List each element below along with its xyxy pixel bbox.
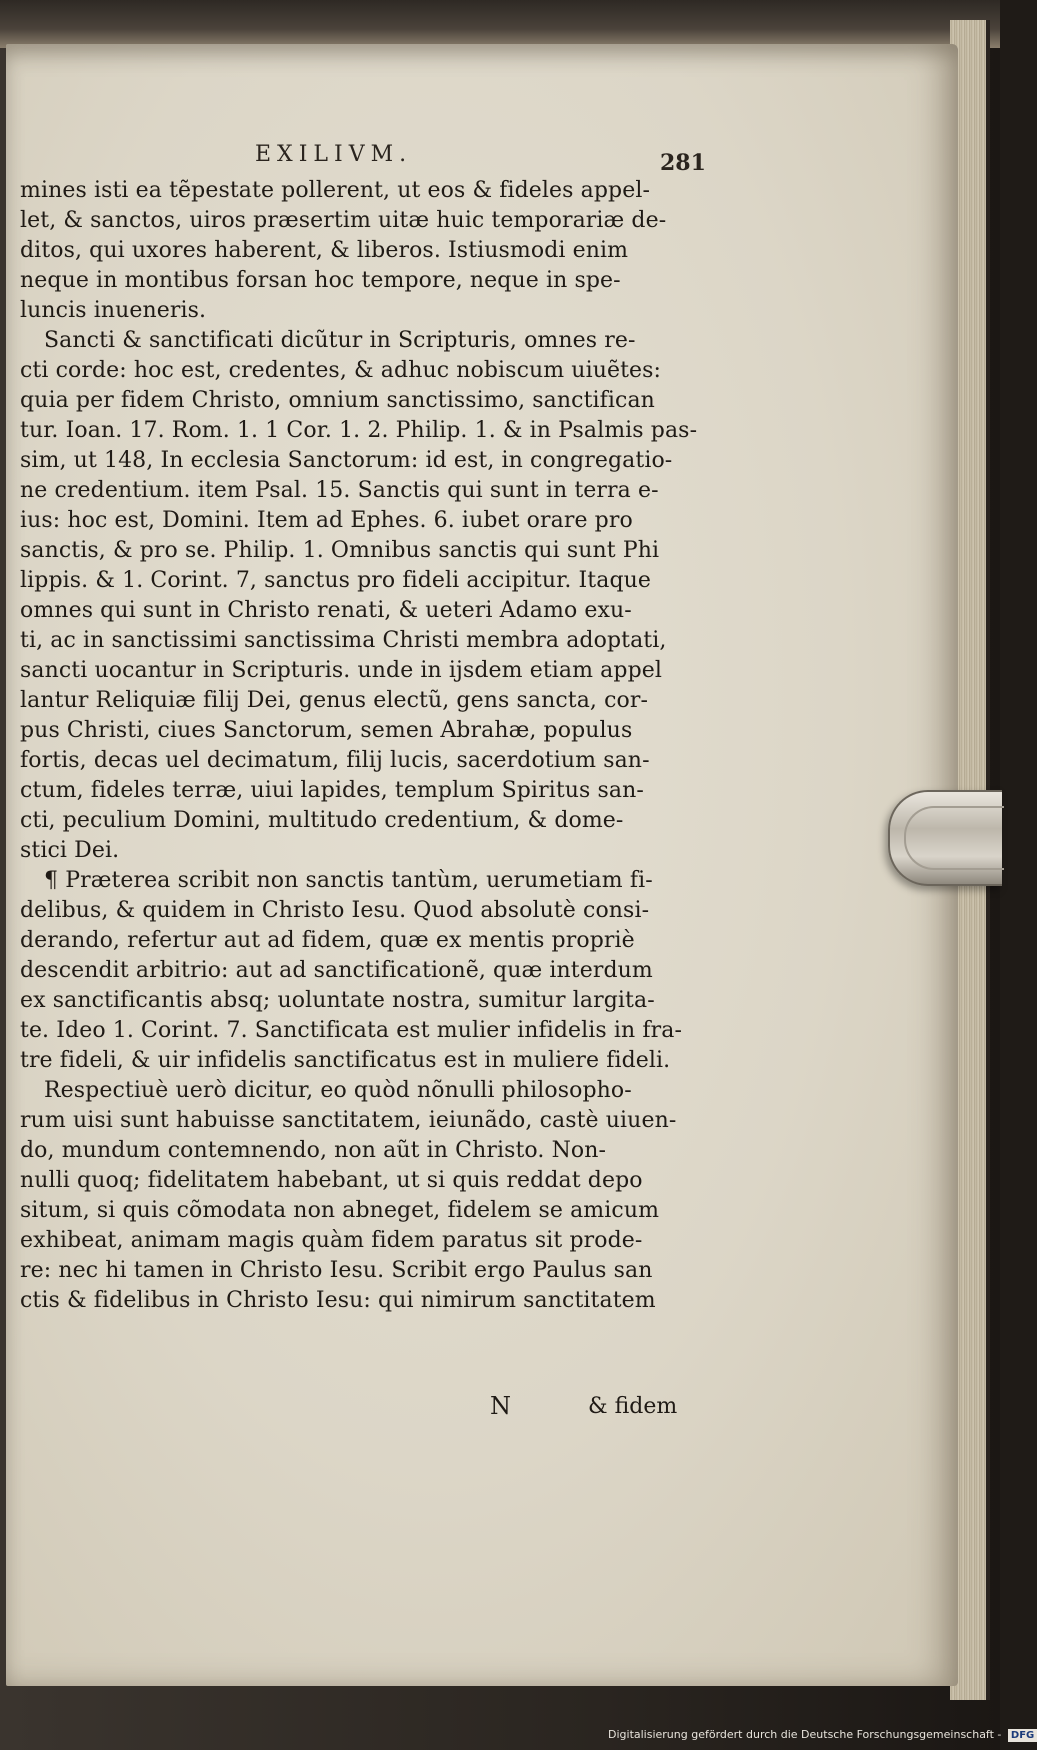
text-line: exhibeat, animam magis quàm fidem paratus sit prode- [20,1228,643,1253]
text-line: lippis. & 1. Corint. 7, sanctus pro fideli accipitur. Itaque [20,568,652,593]
text-line: neque in montibus forsan hoc tempore, neque in spe- [20,268,621,293]
text-line: let, & sanctos, uiros præsertim uitæ huic temporariæ de- [20,208,667,233]
text-line: rum uisi sunt habuisse sanctitatem, ieiunãdo, castè uiuen- [20,1108,677,1133]
text-line: pus Christi, ciues Sanctorum, semen Abrahæ, populus [20,718,633,743]
catchword: & fidem [588,1394,678,1419]
page-clip-highlight [904,806,1004,870]
text-line: fortis, decas uel decimatum, filij lucis, sacerdotium san- [20,748,650,773]
text-line: tre fideli, & uir infidelis sanctificatus est in muliere fideli. [20,1048,671,1073]
running-head: EXILIVM. [255,142,413,167]
text-line: ti, ac in sanctissimi sanctissima Christi membra adoptati, [20,628,667,653]
text-line: situm, si quis cõmodata non abneget, fidelem se amicum [20,1198,660,1223]
text-line: sanctis, & pro se. Philip. 1. Omnibus sanctis qui sunt Phi [20,538,660,563]
text-line: stici Dei. [20,838,120,863]
text-line: nulli quoq; fidelitatem habebant, ut si quis reddat depo [20,1168,643,1193]
text-line: te. Ideo 1. Corint. 7. Sanctificata est mulier infidelis in fra- [20,1018,683,1043]
text-line: do, mundum contemnendo, non aũt in Christo. Non- [20,1138,607,1163]
text-line: ex sanctificantis absq; uoluntate nostra, sumitur largita- [20,988,655,1013]
text-line: quia per fidem Christo, omnium sanctissimo, sanctifican [20,388,655,413]
text-line: ¶ Præterea scribit non sanctis tantùm, uerumetiam fi- [44,868,653,893]
text-line: cti corde: hoc est, credentes, & adhuc nobiscum uiuẽtes: [20,358,662,383]
digitization-credit [608,1728,1037,1742]
text-line: mines isti ea tẽpestate pollerent, ut eos & fideles appel- [20,178,651,203]
text-line: descendit arbitrio: aut ad sanctificationẽ, quæ interdum [20,958,653,983]
text-line: derando, refertur aut ad fidem, quæ ex mentis propriè [20,928,635,953]
text-line: ditos, qui uxores haberent, & liberos. Istiusmodi enim [20,238,629,263]
book-top-edge [0,0,1000,48]
text-line: delibus, & quidem in Christo Iesu. Quod absolutè consi- [20,898,650,923]
credit-text: Digitalisierung gefördert durch die Deutsche Forschungsgemeinschaft - [608,1728,1002,1741]
dfg-logo: DFG [1008,1729,1037,1742]
text-line: re: nec hi tamen in Christo Iesu. Scribit ergo Paulus san [20,1258,653,1283]
text-line: sancti uocantur in Scripturis. unde in ijsdem etiam appel [20,658,663,683]
text-line: ctum, fideles terræ, uiui lapides, templum Spiritus san- [20,778,644,803]
text-line: cti, peculium Domini, multitudo credentium, & dome- [20,808,624,833]
text-line: sim, ut 148, In ecclesia Sanctorum: id est, in congregatio- [20,448,673,473]
text-line: lantur Reliquiæ filij Dei, genus electũ, gens sancta, cor- [20,688,649,713]
text-line: luncis inueneris. [20,298,207,323]
page-clip [888,790,1002,886]
text-line: ius: hoc est, Domini. Item ad Ephes. 6. iubet orare pro [20,508,633,533]
signature-mark: N [490,1392,511,1420]
text-line: Respectiuè uerò dicitur, eo quòd nõnulli philosopho- [44,1078,632,1103]
text-line: tur. Ioan. 17. Rom. 1. 1 Cor. 1. 2. Philip. 1. & in Psalmis pas- [20,418,698,443]
text-line: omnes qui sunt in Christo renati, & ueteri Adamo exu- [20,598,632,623]
page-number: 281 [660,150,706,176]
text-line: ne credentium. item Psal. 15. Sanctis qui sunt in terra e- [20,478,659,503]
text-line: Sancti & sanctificati dicũtur in Scripturis, omnes re- [44,328,636,353]
text-line: ctis & fidelibus in Christo Iesu: qui nimirum sanctitatem [20,1288,656,1313]
body-text [20,176,700,1316]
